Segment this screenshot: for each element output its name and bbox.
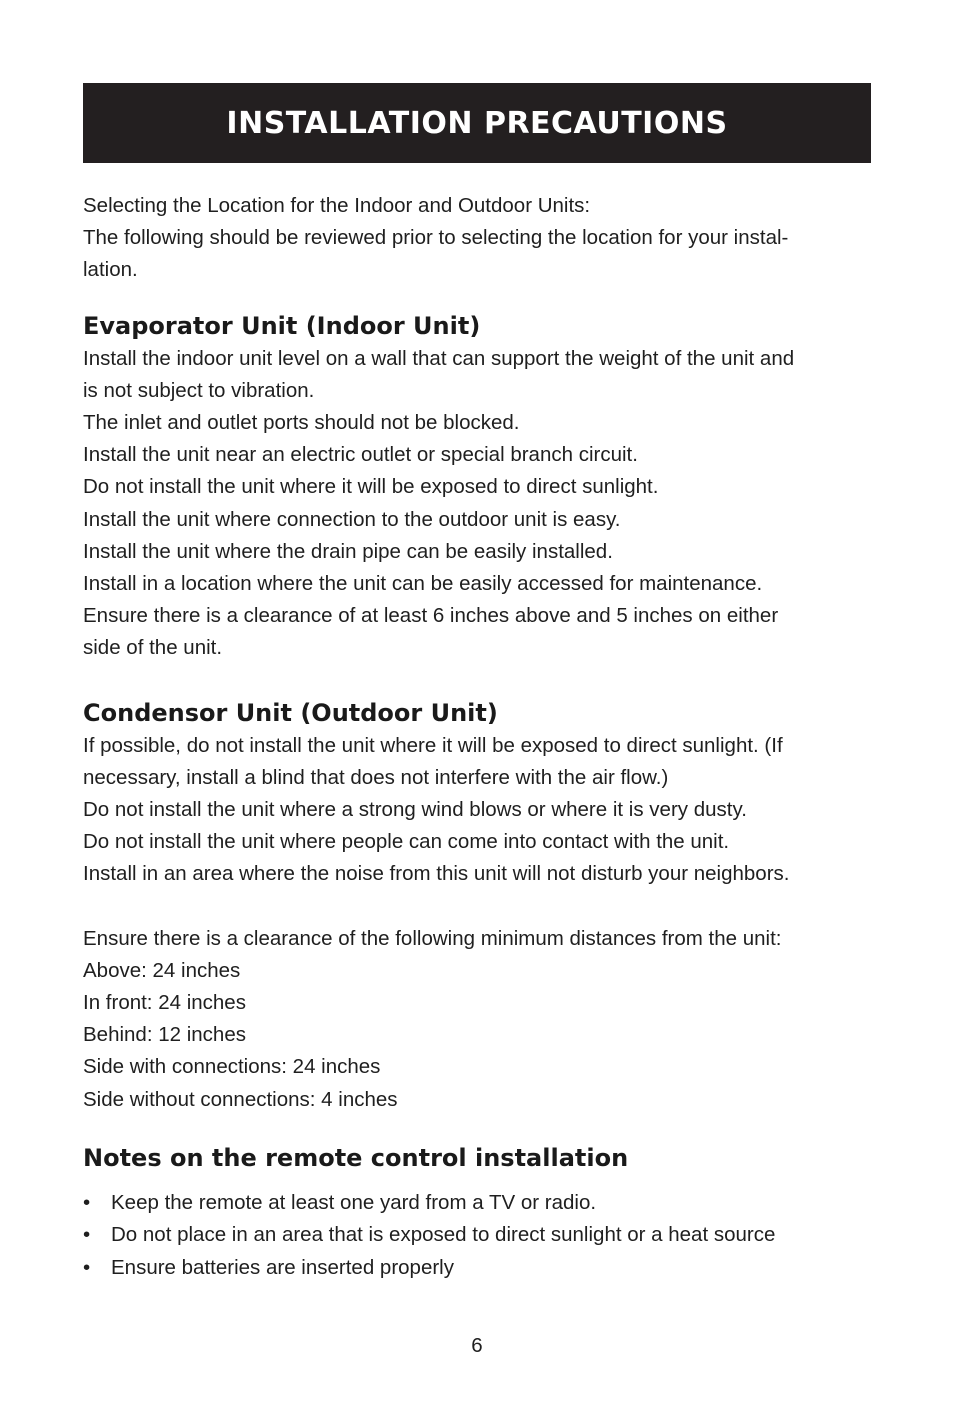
clearance-line: Ensure there is a clearance of the following minimum distances from the unit:: [83, 926, 782, 950]
condensor-section: [83, 696, 889, 1116]
clearance-line: Side with connections: 24 inches: [83, 1055, 381, 1079]
clearance-line: Side without connections: 4 inches: [83, 1087, 398, 1111]
title-banner: [83, 83, 871, 163]
condensor-line: Do not install the unit where a strong wind blows or where it is very dusty.: [83, 798, 747, 822]
condensor-line: Install in an area where the noise from this unit will not disturb your neighbors.: [83, 862, 790, 886]
bullet-icon: •: [83, 1223, 91, 1247]
list-item: [83, 1187, 889, 1220]
evaporator-line: The inlet and outlet ports should not be blocked.: [83, 411, 520, 435]
intro-section: [83, 190, 889, 287]
condensor-line: Do not install the unit where people can come into contact with the unit.: [83, 830, 730, 854]
clearance-line: Above: 24 inches: [83, 958, 241, 982]
remote-bullet-list: [83, 1187, 889, 1285]
evaporator-line: Install the unit where the drain pipe can be easily installed.: [83, 539, 613, 563]
intro-line: lation.: [83, 258, 138, 282]
intro-line: The following should be reviewed prior to selecting the location for your instal-: [83, 226, 789, 250]
condensor-line: If possible, do not install the unit where it will be exposed to direct sunlight. (If: [83, 733, 783, 757]
evaporator-line: Ensure there is a clearance of at least 6 inches above and 5 inches on either: [83, 604, 779, 628]
intro-line: Selecting the Location for the Indoor and Outdoor Units:: [83, 194, 591, 217]
evaporator-line: Install the unit near an electric outlet or special branch circuit.: [83, 443, 638, 467]
evaporator-line: Install in a location where the unit can be easily accessed for maintenance.: [83, 572, 763, 596]
remote-section: [83, 1141, 889, 1285]
list-item: [83, 1219, 889, 1252]
bullet-icon: •: [83, 1255, 91, 1279]
evaporator-section: [83, 309, 889, 665]
clearance-line: In front: 24 inches: [83, 991, 246, 1015]
condensor-line: necessary, install a blind that does not interfere with the air flow.): [83, 765, 669, 789]
condensor-heading: Condensor Unit (Outdoor Unit): [83, 698, 498, 727]
remote-heading: Notes on the remote control installation: [83, 1143, 629, 1172]
evaporator-line: side of the unit.: [83, 636, 223, 660]
list-item: [83, 1252, 889, 1285]
list-item-text: Keep the remote at least one yard from a TV or radio.: [111, 1190, 597, 1214]
page-title: INSTALLATION PRECAUTIONS: [226, 105, 728, 141]
evaporator-line: Install the unit where connection to the outdoor unit is easy.: [83, 507, 621, 531]
page-content: [83, 190, 889, 1284]
list-item-text: Do not place in an area that is exposed to direct sunlight or a heat source: [111, 1223, 776, 1247]
bullet-icon: •: [83, 1190, 91, 1214]
evaporator-line: is not subject to vibration.: [83, 378, 315, 402]
evaporator-line: Install the indoor unit level on a wall that can support the weight of the unit and: [83, 346, 795, 370]
list-item-text: Ensure batteries are inserted properly: [111, 1255, 454, 1279]
clearance-line: Behind: 12 inches: [83, 1023, 246, 1047]
evaporator-line: Do not install the unit where it will be exposed to direct sunlight.: [83, 475, 659, 499]
page-number: 6: [471, 1334, 483, 1357]
evaporator-heading: Evaporator Unit (Indoor Unit): [83, 311, 481, 340]
